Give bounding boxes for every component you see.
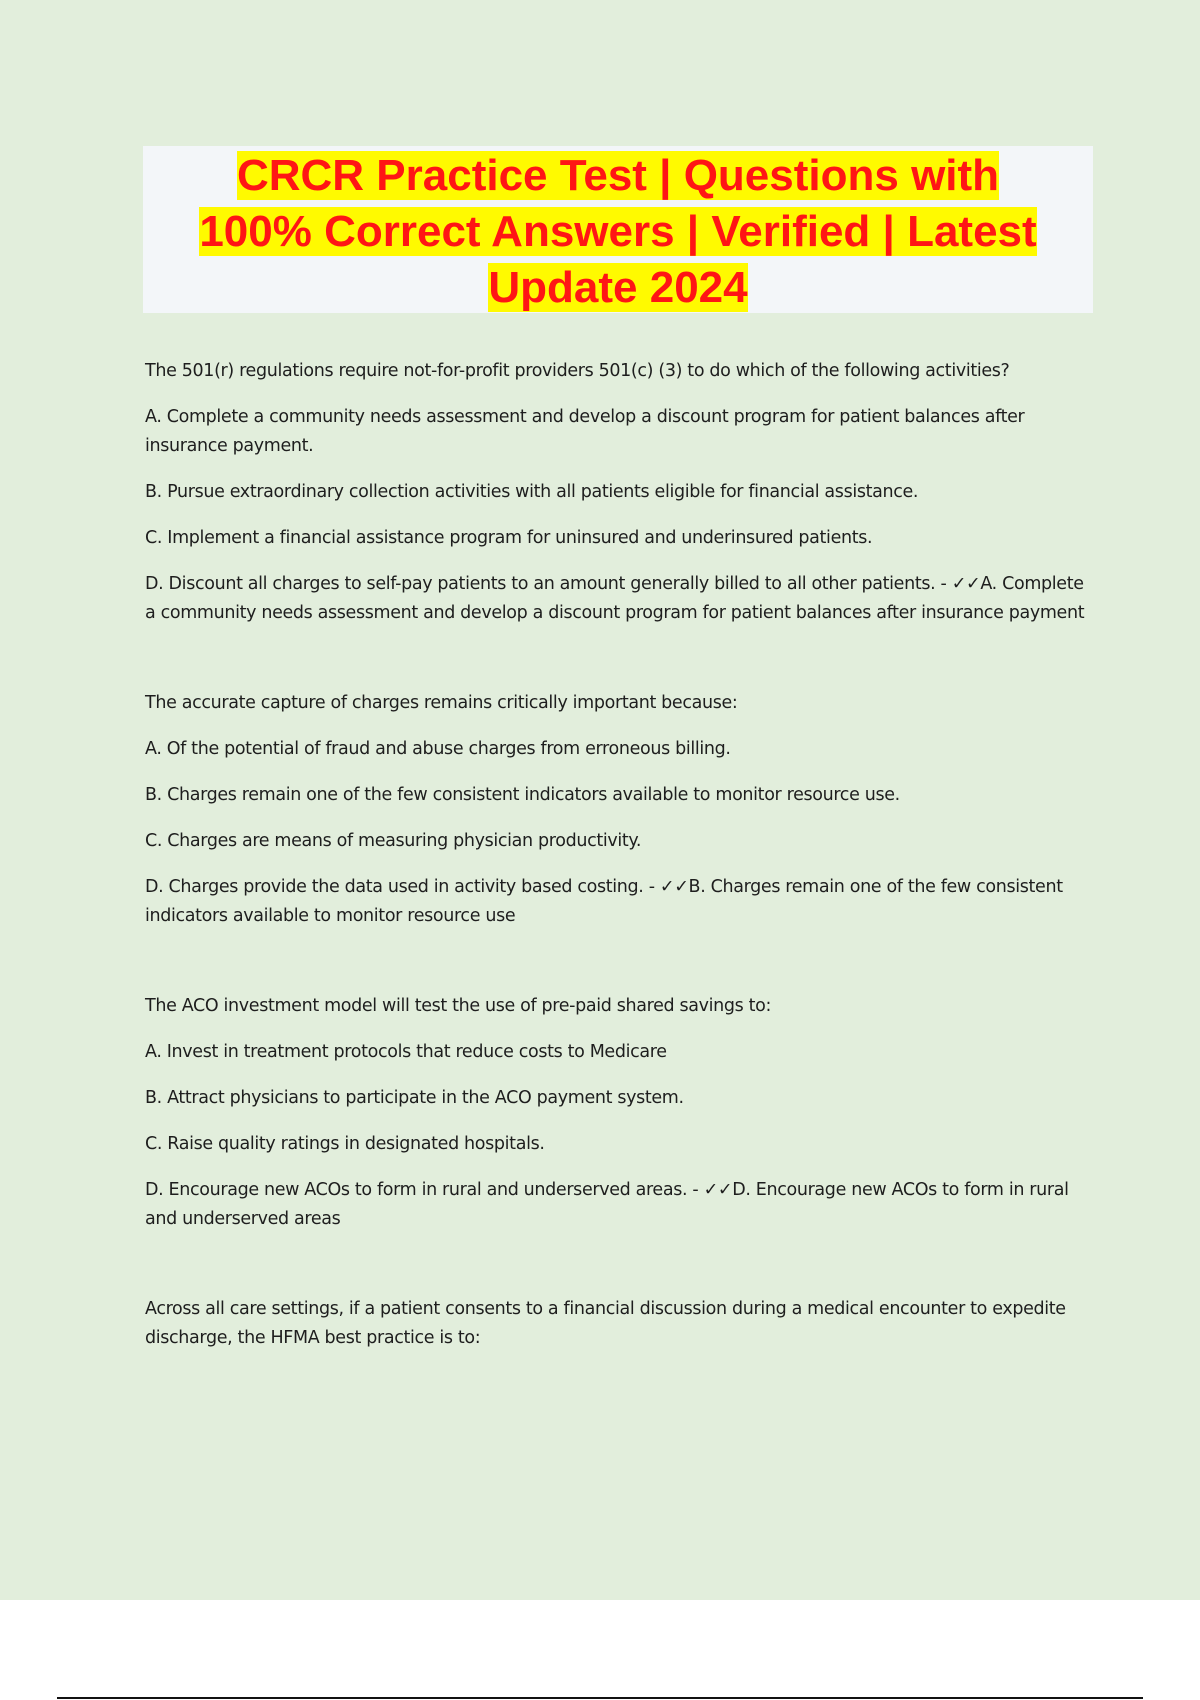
answer-option-a: A. Complete a community needs assessment and develop a discount program for patient balances after insurance payment. xyxy=(145,407,1025,456)
question-prompt: Across all care settings, if a patient consents to a financial discussion during a medical encounter to expedite discharge, the HFMA best practice is to: xyxy=(145,1299,1066,1348)
title-line-1: CRCR Practice Test | Questions with xyxy=(236,151,1000,200)
answer-option-c: C. Implement a financial assistance program for uninsured and underinsured patients. xyxy=(145,528,873,548)
answer-option-b: B. Charges remain one of the few consistent indicators available to monitor resource use. xyxy=(145,785,900,805)
answer-option-b: B. Attract physicians to participate in the ACO payment system. xyxy=(145,1088,684,1108)
footer-divider xyxy=(57,1697,1143,1699)
question-prompt: The accurate capture of charges remains critically important because: xyxy=(145,693,738,713)
question-prompt: The ACO investment model will test the use of pre-paid shared savings to: xyxy=(145,996,772,1016)
title-line-2: 100% Correct Answers | Verified | Latest xyxy=(199,207,1037,256)
document-title xyxy=(143,146,1093,316)
question-3 xyxy=(145,992,1090,1234)
answer-option-a: A. Invest in treatment protocols that reduce costs to Medicare xyxy=(145,1042,667,1062)
question-2 xyxy=(145,689,1090,931)
answer-option-d-with-answer: D. Discount all charges to self-pay patients to an amount generally billed to all other patients. - ✓✓A. Complete a community needs assessment and develop a discount program for patient balances after insurance payment xyxy=(145,574,1085,623)
answer-option-a: A. Of the potential of fraud and abuse charges from erroneous billing. xyxy=(145,739,731,759)
question-prompt: The 501(r) regulations require not-for-profit providers 501(c) (3) to do which of the following activities? xyxy=(145,361,1010,381)
question-1 xyxy=(145,357,1090,628)
answer-option-c: C. Raise quality ratings in designated hospitals. xyxy=(145,1134,545,1154)
question-4 xyxy=(145,1295,1090,1353)
answer-option-d-with-answer: D. Encourage new ACOs to form in rural and underserved areas. - ✓✓D. Encourage new ACOs to form in rural and underserved areas xyxy=(145,1180,1069,1229)
answer-option-d-with-answer: D. Charges provide the data used in activity based costing. - ✓✓B. Charges remain one of the few consistent indicators available to monitor resource use xyxy=(145,877,1063,926)
answer-option-c: C. Charges are means of measuring physician productivity. xyxy=(145,831,642,851)
title-banner xyxy=(143,146,1093,313)
title-line-3: Update 2024 xyxy=(488,263,748,312)
question-list xyxy=(145,357,1090,1370)
answer-option-b: B. Pursue extraordinary collection activities with all patients eligible for financial assistance. xyxy=(145,482,919,502)
